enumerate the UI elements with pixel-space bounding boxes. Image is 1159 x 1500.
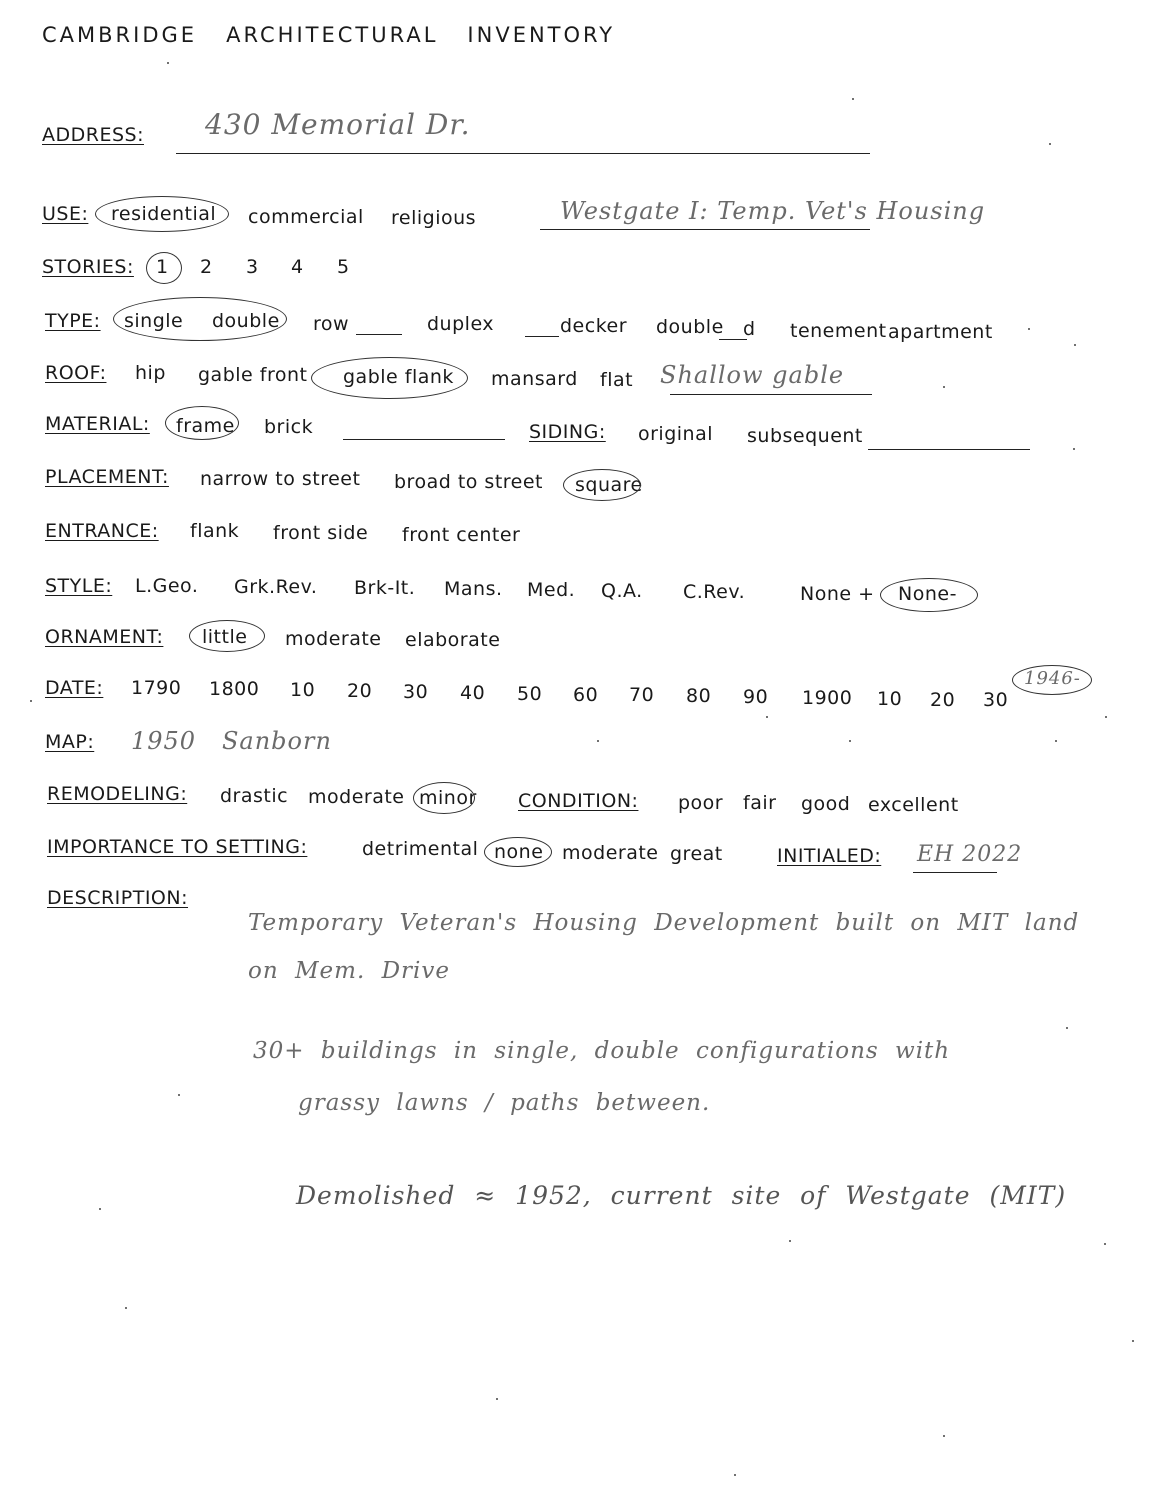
style-note: None- — [898, 583, 957, 605]
roof-option-flat: flat — [600, 369, 634, 391]
scan-speck — [99, 1208, 101, 1210]
type-option-single: single — [124, 310, 184, 332]
use-option-residential: residential — [111, 203, 217, 225]
style-option-lgeo: L.Geo. — [135, 575, 199, 597]
importance-selected-circle — [484, 837, 552, 867]
type-selected-circle — [113, 297, 287, 341]
form-title: CAMBRIDGE ARCHITECTURAL INVENTORY — [42, 23, 616, 47]
description-label: DESCRIPTION: — [47, 887, 189, 909]
roof-option-gable-front: gable front — [198, 364, 308, 386]
map-value: 1950 Sanborn — [131, 727, 332, 755]
date-option-20: 20 — [347, 680, 373, 702]
scan-speck — [30, 700, 32, 702]
type-decker-line — [525, 336, 559, 337]
date-option-1800: 1800 — [209, 678, 260, 700]
date-selected-circle — [1012, 665, 1092, 695]
style-option-qa: Q.A. — [601, 580, 643, 602]
type-row-line — [356, 334, 402, 335]
style-option-grkrev: Grk.Rev. — [234, 576, 318, 598]
scan-speck — [597, 740, 599, 742]
material-option-brick: brick — [264, 416, 314, 438]
address-line — [176, 153, 870, 154]
roof-note: Shallow gable — [660, 361, 845, 389]
placement-selected-circle — [563, 469, 641, 501]
type-option-duplex: duplex — [427, 313, 495, 335]
use-label: USE: — [42, 203, 89, 225]
material-selected-circle — [165, 406, 239, 440]
type-option-d: d — [743, 318, 756, 340]
type-option-double-d: double — [656, 316, 724, 338]
scan-speck — [789, 1240, 791, 1242]
stories-label: STORIES: — [42, 256, 134, 278]
remodeling-selected-circle — [413, 782, 475, 814]
date-option-1930: 30 — [983, 689, 1009, 711]
scan-speck — [178, 1094, 180, 1096]
style-label: STYLE: — [45, 575, 113, 597]
date-option-1920: 20 — [930, 689, 956, 711]
ornament-label: ORNAMENT: — [45, 626, 164, 648]
material-blank-line — [343, 439, 505, 440]
scan-speck — [852, 98, 854, 100]
condition-option-fair: fair — [743, 792, 777, 814]
date-option-60: 60 — [573, 684, 599, 706]
date-option-10: 10 — [290, 679, 316, 701]
description-line: on Mem. Drive — [248, 958, 450, 984]
type-option-decker: decker — [560, 315, 628, 337]
condition-option-good: good — [801, 793, 851, 815]
date-option-90: 90 — [743, 686, 769, 708]
description-line: Demolished ≈ 1952, current site of Westgate (MIT) — [296, 1181, 1067, 1210]
ornament-option-moderate: moderate — [285, 628, 382, 650]
scan-speck — [1074, 344, 1076, 346]
placement-option-narrow: narrow to street — [200, 468, 361, 490]
date-label: DATE: — [45, 677, 104, 699]
placement-label: PLACEMENT: — [45, 466, 169, 488]
initialed-value: EH 2022 — [917, 842, 1023, 867]
scan-speck — [1049, 143, 1051, 145]
use-option-religious: religious — [391, 207, 477, 229]
map-label: MAP: — [45, 731, 95, 753]
scan-speck — [496, 1398, 498, 1400]
date-option-1910: 10 — [877, 688, 903, 710]
scan-speck — [1073, 448, 1075, 450]
scan-speck — [1055, 740, 1057, 742]
date-option-70: 70 — [629, 684, 655, 706]
remodeling-option-moderate: moderate — [308, 786, 405, 808]
entrance-option-front-side: front side — [273, 522, 369, 544]
stories-option-3: 3 — [246, 256, 259, 278]
remodeling-label: REMODELING: — [47, 783, 188, 805]
style-selected-circle — [880, 578, 978, 612]
style-option-none-plus: None + — [800, 583, 875, 605]
initialed-line — [913, 872, 997, 873]
use-note-line — [540, 229, 870, 230]
initialed-label: INITIALED: — [777, 845, 882, 867]
stories-option-1: 1 — [156, 256, 169, 278]
siding-option-original: original — [638, 423, 714, 445]
scan-speck — [1028, 328, 1030, 330]
type-label: TYPE: — [45, 310, 101, 332]
stories-option-5: 5 — [337, 256, 350, 278]
date-option-1900: 1900 — [802, 687, 853, 709]
importance-option-moderate: moderate — [562, 842, 659, 864]
ornament-selected-circle — [189, 620, 265, 652]
remodeling-option-minor: minor — [419, 787, 477, 809]
roof-note-line — [670, 394, 872, 395]
roof-label: ROOF: — [45, 362, 107, 384]
roof-option-gable-flank: gable flank — [343, 366, 454, 388]
date-option-80: 80 — [686, 685, 712, 707]
use-note: Westgate I: Temp. Vet's Housing — [560, 197, 986, 225]
style-option-med: Med. — [527, 579, 576, 601]
address-value: 430 Memorial Dr. — [205, 108, 471, 141]
entrance-option-flank: flank — [190, 520, 240, 542]
roof-option-mansard: mansard — [491, 368, 578, 390]
date-option-30: 30 — [403, 681, 429, 703]
use-option-commercial: commercial — [248, 206, 364, 228]
ornament-option-little: little — [202, 626, 248, 648]
material-label: MATERIAL: — [45, 413, 150, 435]
scan-speck — [734, 1474, 736, 1476]
condition-option-excellent: excellent — [868, 794, 959, 816]
scan-speck — [943, 386, 945, 388]
condition-option-poor: poor — [678, 792, 724, 814]
remodeling-option-drastic: drastic — [220, 785, 289, 807]
entrance-label: ENTRANCE: — [45, 520, 159, 542]
date-note: 1946- — [1024, 668, 1081, 689]
scan-speck — [849, 740, 851, 742]
roof-option-hip: hip — [135, 362, 166, 384]
importance-option-great: great — [670, 843, 723, 865]
condition-label: CONDITION: — [518, 790, 639, 812]
scan-speck — [1132, 1340, 1134, 1342]
style-option-mans: Mans. — [444, 578, 503, 600]
date-option-50: 50 — [517, 683, 543, 705]
siding-option-subsequent: subsequent — [747, 425, 863, 447]
ornament-option-elaborate: elaborate — [405, 629, 501, 651]
scan-speck — [943, 1435, 945, 1437]
date-option-1790: 1790 — [131, 677, 182, 699]
type-option-row: row — [313, 313, 350, 335]
entrance-option-front-center: front center — [402, 524, 521, 546]
style-option-crev: C.Rev. — [683, 581, 746, 603]
type-option-double: double — [212, 310, 280, 332]
stories-option-4: 4 — [291, 256, 304, 278]
type-option-tenement: tenement — [790, 320, 887, 342]
importance-label: IMPORTANCE TO SETTING: — [47, 836, 308, 858]
importance-option-none: none — [494, 841, 544, 863]
description-line: Temporary Veteran's Housing Development built on MIT land — [248, 910, 1080, 936]
use-selected-circle — [95, 196, 229, 232]
address-label: ADDRESS: — [42, 124, 144, 146]
importance-option-detrimental: detrimental — [362, 838, 479, 860]
placement-option-square: square — [575, 474, 643, 496]
description-line: grassy lawns / paths between. — [298, 1090, 711, 1116]
date-option-40: 40 — [460, 682, 486, 704]
stories-option-2: 2 — [200, 256, 213, 278]
roof-selected-circle — [311, 357, 468, 399]
scan-speck — [167, 62, 169, 64]
siding-blank-line — [868, 449, 1030, 450]
material-option-frame: frame — [176, 415, 235, 437]
scan-speck — [766, 716, 768, 718]
stories-selected-circle — [146, 252, 182, 284]
description-line: 30+ buildings in single, double configurations with — [253, 1038, 951, 1064]
scan-speck — [1105, 716, 1107, 718]
siding-label: SIDING: — [529, 421, 606, 443]
scan-speck — [1104, 1243, 1106, 1245]
placement-option-broad: broad to street — [394, 471, 544, 493]
scan-speck — [125, 1307, 127, 1309]
style-option-brkit: Brk-It. — [354, 577, 416, 599]
type-option-apartment: apartment — [888, 321, 993, 343]
scan-speck — [1066, 1027, 1068, 1029]
